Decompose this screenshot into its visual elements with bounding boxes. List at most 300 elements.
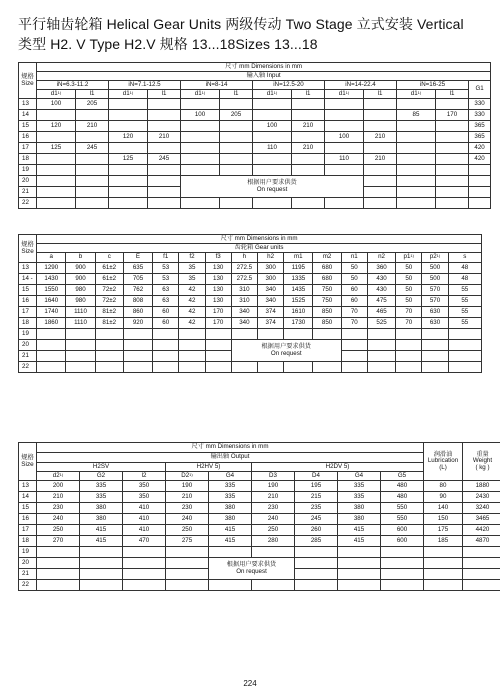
empty-cell	[295, 558, 338, 569]
value-cell: 550	[381, 503, 424, 514]
d1-header: d1$^{1)}$	[181, 90, 220, 99]
empty-cell	[205, 340, 231, 351]
empty-cell	[338, 547, 381, 558]
value-cell: 240	[166, 514, 209, 525]
d1-header: d1$^{1)}$	[325, 90, 364, 99]
empty-cell	[148, 198, 181, 209]
units-header: 齿轮箱 Gear units	[37, 244, 482, 253]
value-cell: 48	[448, 274, 481, 285]
output-header: 输出轴 Output	[37, 453, 424, 463]
input-header: 输入轴 Input	[37, 72, 491, 81]
empty-cell	[364, 176, 397, 187]
value-cell: 762	[123, 285, 152, 296]
value-cell: 1290	[37, 263, 66, 274]
value-cell: 50	[396, 274, 422, 285]
empty-cell	[148, 165, 181, 176]
value-cell	[253, 132, 292, 143]
value-cell	[109, 110, 148, 121]
column-header: n2	[367, 253, 395, 263]
empty-cell	[80, 580, 123, 591]
d1-header: d1$^{1)}$	[37, 90, 76, 99]
d1-header: d1$^{1)}$	[109, 90, 148, 99]
value-cell: 360	[367, 263, 395, 274]
column-header: l2	[123, 472, 166, 481]
ratio-group: iN=14-22.4	[325, 81, 397, 90]
value-cell: 1860	[37, 318, 66, 329]
empty-cell	[37, 187, 76, 198]
empty-cell	[364, 165, 397, 176]
value-cell: 630	[422, 318, 448, 329]
value-cell: 70	[396, 318, 422, 329]
value-cell	[181, 121, 220, 132]
value-cell: 205	[76, 99, 109, 110]
empty-cell	[123, 362, 152, 373]
empty-cell	[396, 340, 422, 351]
value-cell: 61±2	[95, 263, 123, 274]
column-header: f1	[153, 253, 179, 263]
empty-cell	[109, 198, 148, 209]
value-cell: 60	[341, 285, 367, 296]
empty-cell	[341, 362, 367, 373]
footnote-marker: 1)	[201, 89, 206, 95]
value-cell: 300	[258, 274, 284, 285]
value-cell: 72±2	[95, 285, 123, 296]
empty-cell	[153, 362, 179, 373]
empty-cell	[258, 362, 284, 373]
empty-cell	[205, 362, 231, 373]
value-cell: 380	[209, 503, 252, 514]
empty-cell	[341, 340, 367, 351]
value-cell: 190	[166, 481, 209, 492]
value-cell: 81±2	[95, 318, 123, 329]
title-line-1: 平行轴齿轮箱 Helical Gear Units 两级传动 Two Stage 立式安装 Vertical	[18, 16, 464, 32]
empty-cell	[179, 340, 205, 351]
size-cell: 14	[19, 110, 37, 121]
empty-cell	[325, 165, 364, 176]
value-cell: 100	[181, 110, 220, 121]
value-cell: 50	[396, 296, 422, 307]
empty-cell	[396, 362, 422, 373]
value-cell: 130	[205, 263, 231, 274]
empty-cell	[80, 547, 123, 558]
footnote-marker: 1)	[410, 253, 414, 259]
value-cell: 195	[295, 481, 338, 492]
value-cell: 380	[338, 514, 381, 525]
column-header: G4	[209, 472, 252, 481]
value-cell: 680	[313, 263, 341, 274]
value-cell: 470	[123, 536, 166, 547]
value-cell	[220, 143, 253, 154]
value-cell	[76, 110, 109, 121]
value-cell	[325, 110, 364, 121]
column-header: E	[123, 253, 152, 263]
value-cell: 350	[123, 481, 166, 492]
size-cell: 17	[19, 525, 37, 536]
empty-cell	[80, 569, 123, 580]
value-cell: 300	[258, 263, 284, 274]
value-cell: 380	[80, 503, 123, 514]
empty-cell	[463, 580, 500, 591]
value-cell: 480	[381, 492, 424, 503]
value-cell: 61±2	[95, 274, 123, 285]
empty-cell	[209, 547, 252, 558]
value-cell: 55	[448, 285, 481, 296]
footnote-marker: 1)	[345, 89, 350, 95]
value-cell: 340	[258, 285, 284, 296]
empty-cell	[181, 198, 220, 209]
value-cell: 205	[220, 110, 253, 121]
value-cell	[436, 154, 469, 165]
g1-cell: 330	[469, 99, 491, 110]
empty-cell	[123, 558, 166, 569]
value-cell: 430	[367, 285, 395, 296]
size-cell: 18	[19, 536, 37, 547]
empty-cell	[364, 198, 397, 209]
empty-cell	[109, 165, 148, 176]
value-cell: 340	[231, 307, 257, 318]
empty-cell	[448, 351, 481, 362]
value-cell: 250	[37, 525, 80, 536]
value-cell: 90	[424, 492, 463, 503]
empty-cell	[448, 329, 481, 340]
column-header: m1	[284, 253, 313, 263]
input-shaft-table	[18, 62, 491, 209]
group-h2sv: H2SV	[37, 463, 166, 472]
empty-cell	[123, 580, 166, 591]
value-cell: 110	[253, 143, 292, 154]
column-header: a	[37, 253, 66, 263]
column-header: h	[231, 253, 257, 263]
value-cell	[325, 99, 364, 110]
empty-cell	[153, 329, 179, 340]
value-cell: 500	[422, 274, 448, 285]
on-request-en: On request	[270, 349, 302, 357]
value-cell: 35	[179, 274, 205, 285]
value-cell	[436, 143, 469, 154]
empty-cell	[367, 340, 395, 351]
empty-cell	[166, 569, 209, 580]
footnote-marker: 1)	[189, 471, 193, 477]
empty-cell	[292, 198, 325, 209]
empty-cell	[367, 362, 395, 373]
value-cell: 1610	[284, 307, 313, 318]
size-cell: 15	[19, 503, 37, 514]
value-cell: 53	[153, 263, 179, 274]
value-cell: 430	[367, 274, 395, 285]
empty-cell	[396, 351, 422, 362]
value-cell: 2430	[463, 492, 500, 503]
value-cell: 210	[37, 492, 80, 503]
size-header: 规格 Size	[19, 63, 37, 99]
value-cell: 374	[258, 307, 284, 318]
value-cell: 410	[123, 525, 166, 536]
empty-cell	[295, 547, 338, 558]
value-cell: 1430	[37, 274, 66, 285]
value-cell: 35	[179, 263, 205, 274]
dim-header: 尺寸 mm Dimensions in mm	[37, 235, 482, 244]
value-cell: 4870	[463, 536, 500, 547]
empty-cell	[252, 580, 295, 591]
empty-cell	[422, 329, 448, 340]
value-cell: 210	[364, 132, 397, 143]
value-cell	[148, 99, 181, 110]
empty-cell	[295, 580, 338, 591]
value-cell	[397, 121, 436, 132]
column-header: m2	[313, 253, 341, 263]
dim-header: 尺寸 mm Dimensions in mm	[37, 63, 491, 72]
empty-cell	[37, 176, 76, 187]
column-header: D2$^{1)}$	[166, 472, 209, 481]
page-number: 224	[243, 679, 257, 688]
empty-cell	[364, 187, 397, 198]
l1-header: l1	[364, 90, 397, 99]
value-cell: 245	[295, 514, 338, 525]
value-cell: 250	[252, 525, 295, 536]
column-header: d2$^{1)}$	[37, 472, 80, 481]
on-request-en: On request	[236, 567, 267, 575]
value-cell	[364, 143, 397, 154]
empty-cell	[148, 176, 181, 187]
page-title	[18, 14, 464, 54]
empty-cell	[231, 362, 257, 373]
empty-cell	[76, 198, 109, 209]
empty-cell	[463, 547, 500, 558]
size-header: 规格 Size	[19, 443, 37, 481]
column-header: G5	[381, 472, 424, 481]
size-cell: 13	[19, 263, 37, 274]
value-cell	[181, 154, 220, 165]
l1-header: l1	[220, 90, 253, 99]
empty-cell	[66, 362, 95, 373]
value-cell	[220, 132, 253, 143]
empty-cell	[436, 176, 469, 187]
value-cell: 250	[166, 525, 209, 536]
value-cell	[253, 99, 292, 110]
value-cell	[397, 132, 436, 143]
empty-cell	[381, 558, 424, 569]
value-cell: 100	[253, 121, 292, 132]
value-cell	[37, 110, 76, 121]
on-request-cn: 根据用户要求供货	[226, 561, 277, 568]
column-header: G4	[338, 472, 381, 481]
empty-cell	[469, 165, 491, 176]
empty-cell	[448, 340, 481, 351]
value-cell	[220, 121, 253, 132]
value-cell	[148, 143, 181, 154]
size-cell: 22	[19, 580, 37, 591]
value-cell: 125	[37, 143, 76, 154]
value-cell: 60	[153, 307, 179, 318]
value-cell: 1435	[284, 285, 313, 296]
value-cell: 200	[37, 481, 80, 492]
on-request-en: On request	[256, 185, 288, 193]
value-cell: 900	[66, 263, 95, 274]
empty-cell	[424, 569, 463, 580]
empty-cell	[37, 329, 66, 340]
l1-header: l1	[76, 90, 109, 99]
size-cell: 15	[19, 121, 37, 132]
ratio-group: iN=6.3-11.2	[37, 81, 109, 90]
value-cell: 335	[209, 481, 252, 492]
value-cell: 260	[295, 525, 338, 536]
value-cell: 230	[166, 503, 209, 514]
value-cell: 1740	[37, 307, 66, 318]
d1-header: d1$^{1)}$	[397, 90, 436, 99]
value-cell: 570	[422, 296, 448, 307]
value-cell	[436, 99, 469, 110]
empty-cell	[367, 329, 395, 340]
empty-cell	[153, 351, 179, 362]
empty-cell	[166, 558, 209, 569]
value-cell	[292, 132, 325, 143]
empty-cell	[295, 569, 338, 580]
value-cell: 210	[76, 121, 109, 132]
value-cell: 415	[338, 525, 381, 536]
empty-cell	[37, 547, 80, 558]
value-cell: 1730	[284, 318, 313, 329]
column-header: s	[448, 253, 481, 263]
empty-cell	[424, 580, 463, 591]
empty-cell	[367, 351, 395, 362]
value-cell: 120	[37, 121, 76, 132]
value-cell: 63	[153, 285, 179, 296]
value-cell: 210	[292, 121, 325, 132]
empty-cell	[37, 351, 66, 362]
value-cell: 215	[295, 492, 338, 503]
footnote-marker: 1)	[59, 471, 64, 477]
value-cell: 900	[66, 274, 95, 285]
g1-cell: 365	[469, 121, 491, 132]
empty-cell	[396, 329, 422, 340]
title-line-2: 类型 H2. V Type H2.V 规格 13...18Sizes 13...18	[18, 36, 318, 52]
value-cell: 230	[252, 503, 295, 514]
empty-cell	[95, 340, 123, 351]
empty-cell	[209, 580, 252, 591]
empty-cell	[253, 198, 292, 209]
value-cell: 210	[252, 492, 295, 503]
value-cell: 275	[166, 536, 209, 547]
value-cell: 335	[80, 481, 123, 492]
empty-cell	[338, 580, 381, 591]
value-cell: 1195	[284, 263, 313, 274]
size-cell: 17	[19, 143, 37, 154]
value-cell	[292, 99, 325, 110]
value-cell: 415	[80, 525, 123, 536]
value-cell	[109, 99, 148, 110]
value-cell: 42	[179, 285, 205, 296]
empty-cell	[448, 362, 481, 373]
empty-cell	[37, 198, 76, 209]
value-cell: 55	[448, 296, 481, 307]
empty-cell	[341, 329, 367, 340]
value-cell: 750	[313, 285, 341, 296]
empty-cell	[179, 351, 205, 362]
empty-cell	[123, 547, 166, 558]
value-cell: 50	[341, 274, 367, 285]
value-cell: 980	[66, 296, 95, 307]
value-cell: 335	[338, 481, 381, 492]
column-header: D4	[295, 472, 338, 481]
size-cell: 20	[19, 176, 37, 187]
value-cell: 72±2	[95, 296, 123, 307]
value-cell: 1525	[284, 296, 313, 307]
value-cell: 550	[381, 514, 424, 525]
on-request-note	[181, 176, 364, 198]
column-header: D3	[252, 472, 295, 481]
empty-cell	[424, 558, 463, 569]
empty-cell	[37, 362, 66, 373]
value-cell: 190	[252, 481, 295, 492]
empty-cell	[179, 362, 205, 373]
size-cell: 15	[19, 285, 37, 296]
size-cell: 22	[19, 362, 37, 373]
value-cell: 240	[37, 514, 80, 525]
column-header: f3	[205, 253, 231, 263]
value-cell: 630	[422, 307, 448, 318]
l1-header: l1	[148, 90, 181, 99]
column-header: G2	[80, 472, 123, 481]
size-cell: 13	[19, 481, 37, 492]
value-cell	[181, 143, 220, 154]
value-cell	[436, 121, 469, 132]
value-cell: 680	[313, 274, 341, 285]
value-cell: 850	[313, 307, 341, 318]
value-cell: 55	[448, 307, 481, 318]
size-cell: 17	[19, 307, 37, 318]
value-cell: 335	[338, 492, 381, 503]
empty-cell	[325, 198, 364, 209]
empty-cell	[37, 165, 76, 176]
g1-header: G1	[469, 81, 491, 99]
empty-cell	[284, 329, 313, 340]
column-header: n1	[341, 253, 367, 263]
empty-cell	[436, 198, 469, 209]
empty-cell	[76, 165, 109, 176]
value-cell	[397, 99, 436, 110]
value-cell: 310	[231, 285, 257, 296]
empty-cell	[381, 580, 424, 591]
value-cell: 50	[341, 263, 367, 274]
size-cell: 18	[19, 154, 37, 165]
size-cell: 13	[19, 99, 37, 110]
on-request-note	[231, 340, 341, 362]
value-cell: 920	[123, 318, 152, 329]
value-cell: 85	[397, 110, 436, 121]
value-cell: 170	[205, 318, 231, 329]
value-cell: 42	[179, 307, 205, 318]
footnote-marker: 1)	[273, 89, 278, 95]
l1-header: l1	[292, 90, 325, 99]
dim-header: 尺寸 mm Dimensions in mm	[37, 443, 424, 453]
empty-cell	[338, 558, 381, 569]
size-header: 规格 Size	[19, 235, 37, 263]
empty-cell	[469, 187, 491, 198]
ratio-group: iN=7.1-12.5	[109, 81, 181, 90]
empty-cell	[76, 187, 109, 198]
empty-cell	[205, 329, 231, 340]
value-cell: 410	[123, 514, 166, 525]
empty-cell	[66, 329, 95, 340]
value-cell: 70	[396, 307, 422, 318]
value-cell: 3465	[463, 514, 500, 525]
value-cell: 50	[396, 263, 422, 274]
empty-cell	[37, 569, 80, 580]
empty-cell	[123, 569, 166, 580]
group-h2hv: H2HV 5)	[166, 463, 252, 472]
value-cell: 81±2	[95, 307, 123, 318]
empty-cell	[313, 329, 341, 340]
value-cell: 860	[123, 307, 152, 318]
